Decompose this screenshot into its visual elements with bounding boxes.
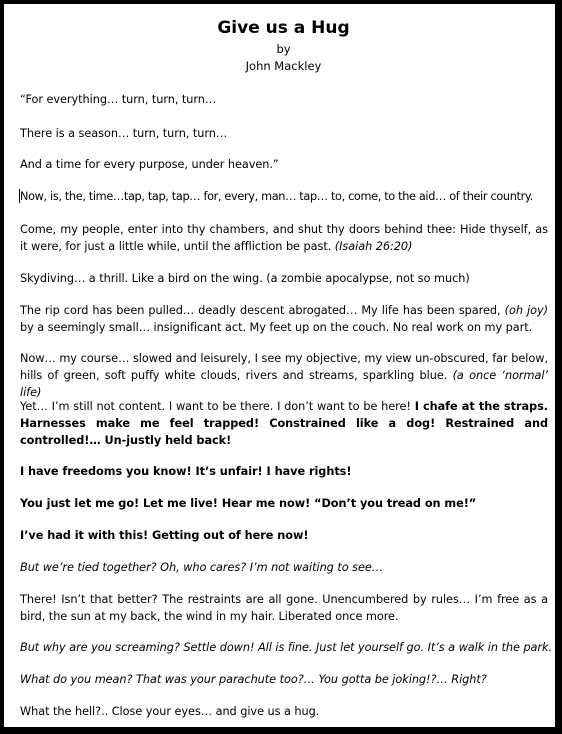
text-run: What the hell?.. Close your eyes… and give us a hug. <box>20 705 320 718</box>
text-run: by a seemingly small… insignificant act. My feet up on the couch. No real work on my part. <box>20 321 533 334</box>
paragraph <box>20 495 548 512</box>
paragraph <box>20 91 548 108</box>
paragraph <box>20 270 548 287</box>
paragraph <box>20 221 548 255</box>
aside: (a once ‘normal’ life) <box>20 369 548 399</box>
paragraph <box>20 639 553 656</box>
bold-run: I’ve had it with this! Getting out of here now! <box>20 529 309 542</box>
text-run: Now… my course… slowed and leisurely, I see my objective, my view un-obscured, far below, hills of green, soft puffy white clouds, rivers and streams, sparkling blue. <box>20 352 548 382</box>
italic-run: What do you mean? That was your parachute too?… You gotta be joking!?… Right? <box>20 673 487 686</box>
text-run: The rip cord has been pulled… deadly descent abrogated… My life has been spared, <box>20 304 505 317</box>
paragraph <box>20 463 548 480</box>
text-run: And a time for every purpose, under heaven.” <box>20 158 279 171</box>
bold-run: I chafe at the straps. Harnesses make me feel trapped! Constrained like a dog! Restrained and controlled!… Un-justly held back! <box>20 400 549 447</box>
paragraph <box>20 559 548 576</box>
paragraph <box>20 156 548 173</box>
document-title: Give us a Hug <box>217 18 350 38</box>
aside: (oh joy) <box>504 304 548 317</box>
paragraph <box>20 398 548 449</box>
author-name: John Mackley <box>245 59 322 73</box>
bold-run: You just let me go! Let me live! Hear me now! “Don’t you tread on me!” <box>20 497 477 510</box>
paragraph <box>20 703 548 720</box>
text-run: There is a season… turn, turn, turn… <box>20 127 228 140</box>
paragraph <box>20 188 548 205</box>
paragraph <box>20 527 548 544</box>
byline-by: by <box>276 42 291 56</box>
italic-run: But we’re tied together? Oh, who cares? I’m not waiting to see… <box>20 561 384 574</box>
text-run: “For everything… turn, turn, turn… <box>20 93 217 106</box>
text-run: Come, my people, enter into thy chambers, and shut thy doors behind thee: Hide thyself, as it were, for just a little while, until the affliction be past. <box>20 223 548 253</box>
paragraph <box>20 671 548 688</box>
paragraph <box>20 350 548 401</box>
text-run: Yet… I’m still not content. I want to be there. I don’t want to be here! <box>20 400 415 413</box>
paragraph <box>20 125 548 142</box>
italic-run: But why are you screaming? Settle down! All is fine. Just let yourself go. It’s a walk in the park. <box>20 641 553 654</box>
text-run: Now, is, the, time…tap, tap, tap… for, every, man… tap… to, come, to the aid… of their country. <box>20 190 533 203</box>
bold-run: I have freedoms you know! It’s unfair! I have rights! <box>20 465 352 478</box>
paragraph <box>20 591 548 625</box>
text-run: There! Isn’t that better? The restraints are all gone. Unencumbered by rules… I’m free as a bird, the sun at my back, the wind in my hair. Liberated once more. <box>20 593 548 623</box>
paragraph <box>20 302 548 336</box>
text-run: Skydiving… a thrill. Like a bird on the wing. (a zombie apocalypse, not so much) <box>20 272 470 285</box>
document-page <box>8 8 559 731</box>
citation: (Isaiah 26:20) <box>334 240 413 253</box>
